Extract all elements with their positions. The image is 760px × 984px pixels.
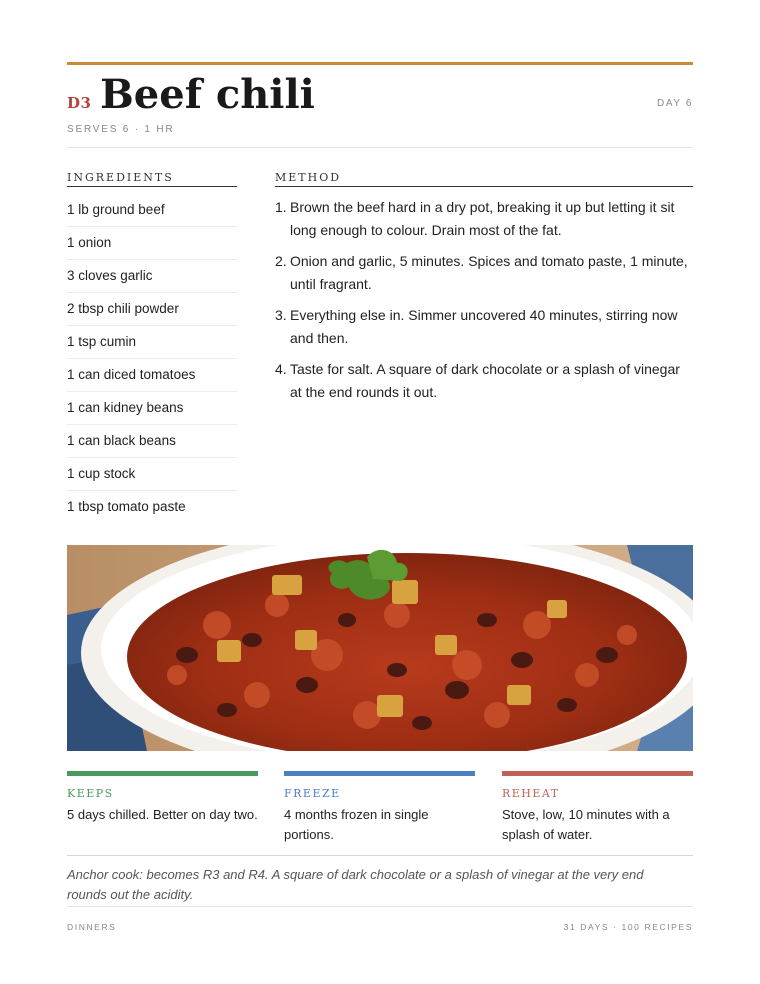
day-label: DAY 6 bbox=[657, 98, 693, 109]
step-text: Brown the beef hard in a dry pot, breaking it up but letting it sit long enough to colour. Drain most of the fat. bbox=[290, 199, 675, 238]
note-divider-bottom bbox=[67, 906, 693, 907]
freeze-text: 4 months frozen in single portions. bbox=[284, 807, 429, 842]
step-text: Onion and garlic, 5 minutes. Spices and tomato paste, 1 minute, until fragrant. bbox=[290, 253, 688, 292]
ingredients-list bbox=[67, 194, 237, 524]
freeze-bar bbox=[284, 771, 475, 776]
tip-reheat bbox=[502, 771, 693, 845]
keeps-label: KEEPS bbox=[67, 787, 114, 800]
recipe-code: D3 bbox=[67, 94, 92, 112]
reheat-bar bbox=[502, 771, 693, 776]
step-number: 1. bbox=[275, 199, 287, 215]
method-step bbox=[275, 196, 693, 242]
method-label: METHOD bbox=[275, 171, 342, 184]
ingredient-item: 1 onion bbox=[67, 227, 237, 260]
footer-book-info: 31 DAYS · 100 RECIPES bbox=[563, 922, 693, 932]
step-text: Everything else in. Simmer uncovered 40 minutes, stirring now and then. bbox=[290, 307, 678, 346]
ingredient-item: 1 tbsp tomato paste bbox=[67, 499, 186, 514]
chili-photo bbox=[67, 545, 693, 751]
ingredient-item: 1 can diced tomatoes bbox=[67, 359, 237, 392]
serves-info: SERVES 6 · 1 HR bbox=[67, 124, 175, 135]
ingredients-label: INGREDIENTS bbox=[67, 171, 174, 184]
method-step bbox=[275, 304, 693, 350]
ingredient-item: 3 cloves garlic bbox=[67, 260, 237, 293]
step-number: 3. bbox=[275, 307, 287, 323]
method-step bbox=[275, 250, 693, 296]
header-divider bbox=[67, 147, 693, 148]
step-text: Taste for salt. A square of dark chocolate or a splash of vinegar at the end rounds it out. bbox=[290, 361, 680, 400]
ingredient-item: 2 tbsp chili powder bbox=[67, 293, 237, 326]
tip-freeze bbox=[284, 771, 475, 845]
top-accent-rule bbox=[67, 62, 693, 65]
reheat-label: REHEAT bbox=[502, 787, 560, 800]
step-number: 4. bbox=[275, 361, 287, 377]
keeps-bar bbox=[67, 771, 258, 776]
ingredient-item: 1 lb ground beef bbox=[67, 194, 237, 227]
method-step bbox=[275, 358, 693, 404]
ingredient-item: 1 cup stock bbox=[67, 458, 237, 491]
ingredient-item: 1 can black beans bbox=[67, 425, 237, 458]
method-heading bbox=[275, 168, 693, 187]
anchor-note: Anchor cook: becomes R3 and R4. A square of dark chocolate or a splash of vinegar at the very end rounds out the acidity. bbox=[67, 867, 644, 902]
note-divider-top bbox=[67, 855, 693, 856]
step-number: 2. bbox=[275, 253, 287, 269]
footer-section: DINNERS bbox=[67, 922, 117, 932]
keeps-text: 5 days chilled. Better on day two. bbox=[67, 807, 258, 822]
method-steps bbox=[275, 196, 693, 412]
freeze-label: FREEZE bbox=[284, 787, 341, 800]
ingredient-item: 1 tsp cumin bbox=[67, 326, 237, 359]
recipe-page bbox=[67, 0, 693, 984]
reheat-text: Stove, low, 10 minutes with a splash of water. bbox=[502, 807, 670, 842]
recipe-header bbox=[67, 72, 693, 120]
ingredients-heading bbox=[67, 168, 237, 187]
tip-keeps bbox=[67, 771, 258, 825]
recipe-title: Beef chili bbox=[100, 71, 315, 118]
ingredient-item: 1 can kidney beans bbox=[67, 392, 237, 425]
